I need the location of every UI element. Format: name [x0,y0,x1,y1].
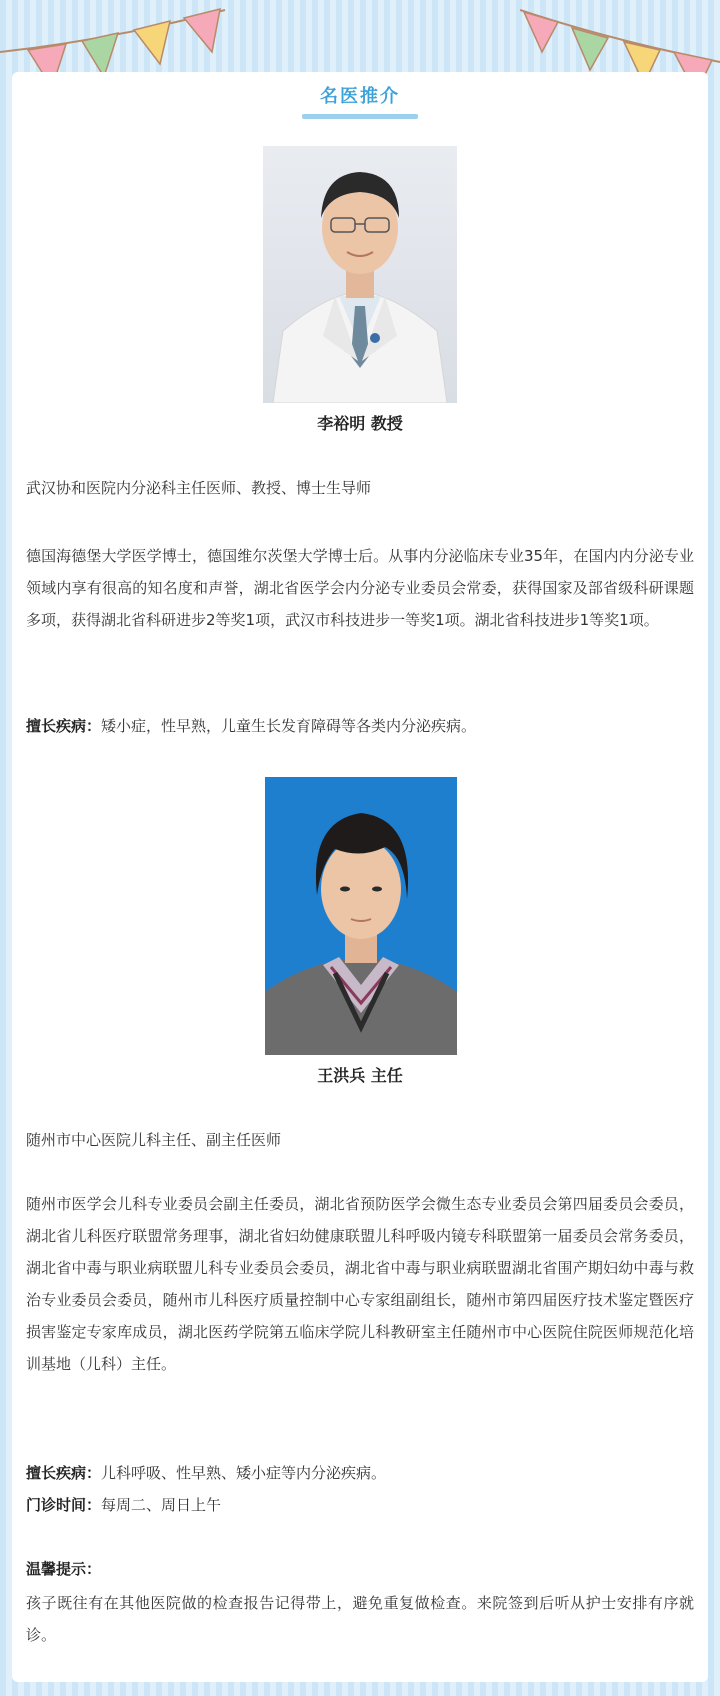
doctor-2-photo [265,777,457,1055]
doctor-2-bio: 随州市医学会儿科专业委员会副主任委员，湖北省预防医学会微生态专业委员会第四届委员会委员，湖北省儿科医疗联盟常务理事，湖北省妇幼健康联盟儿科呼吸内镜专科联盟第一届委员会常务委员，湖北省中毒与职业病联盟儿科专业委员会委员，湖北省中毒与职业病联盟湖北省围产期妇幼中毒与救治专业委员会委员，随州市儿科医疗质量控制中心专家组副组长，随州市第四届医疗技术鉴定暨医疗损害鉴定专家库成员，湖北医药学院第五临床学院儿科教研室主任随州市中心医院住院医师规范化培训基地（儿科）主任。 [26,1195,694,1373]
doctor-1-photo [263,146,457,403]
reminder-label: 温馨提示： [26,1560,102,1578]
doctor-2-hours [26,1489,694,1521]
doctor-1-specialty [26,710,694,742]
hours-label: 门诊时间： [26,1496,102,1514]
doctor-2-title: 随州市中心医院儿科主任、副主任医师 [26,1131,282,1149]
specialty-text: 儿科呼吸、性早熟、矮小症等内分泌疾病。 [101,1464,387,1482]
section-title: 名医推介 [320,86,400,107]
specialty-text: 矮小症，性早熟，儿童生长发育障碍等各类内分泌疾病。 [101,717,477,735]
doctor-1-name: 李裕明 教授 [317,414,403,433]
reminder-text: 孩子既往有在其他医院做的检查报告记得带上，避免重复做检查。来院签到后听从护士安排有序就诊。 [26,1594,694,1644]
specialty-label: 擅长疾病： [26,1464,102,1482]
doctor-2-specialty [26,1457,694,1489]
hours-text: 每周二、周日上午 [101,1496,222,1514]
specialty-label: 擅长疾病： [26,717,102,735]
doctor-1-title: 武汉协和医院内分泌科主任医师、教授、博士生导师 [26,479,372,497]
doctor-1-bio: 德国海德堡大学医学博士，德国维尔茨堡大学博士后。从事内分泌临床专业35年，在国内内分泌专业领域内享有很高的知名度和声誉，湖北省医学会内分泌专业委员会常委，获得国家及部省级科研课题多项，获得湖北省科研进步2等奖1项，武汉市科技进步一等奖1项。湖北省科技进步1等奖1项。 [26,547,694,629]
title-underline [302,114,418,119]
doctor-portrait-image [263,146,457,403]
doctor-portrait-image [265,777,457,1055]
doctor-2-name: 王洪兵 主任 [317,1066,403,1085]
